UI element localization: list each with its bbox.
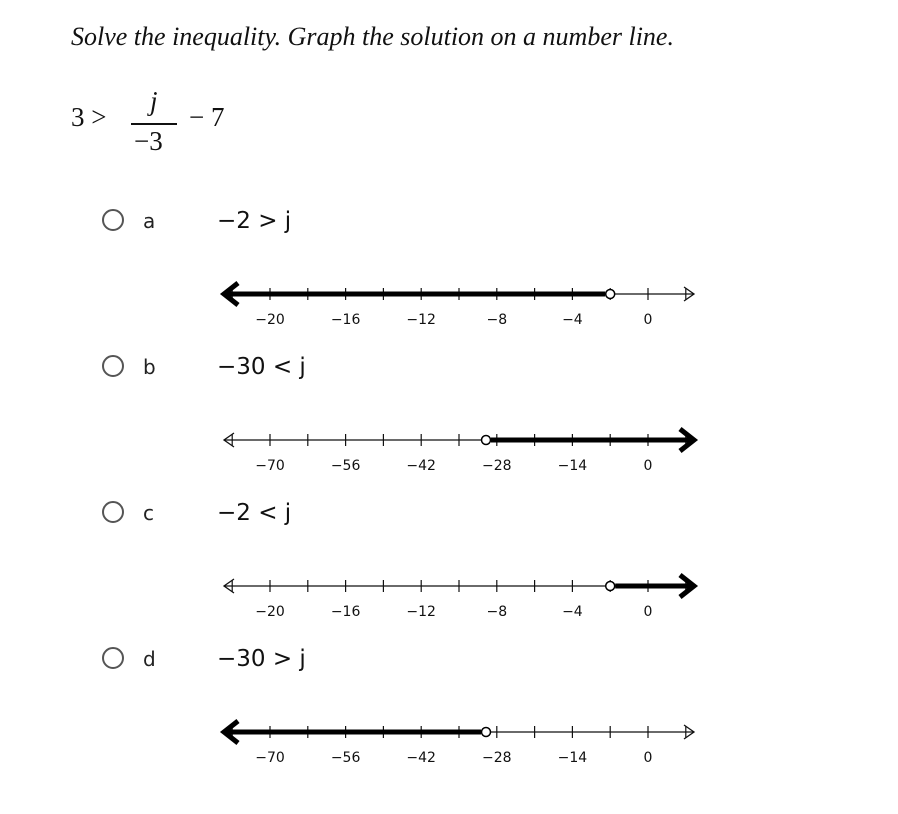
tick-label: −42 — [406, 458, 436, 474]
tick-label: −20 — [255, 604, 285, 620]
tick-label: −16 — [330, 312, 361, 328]
equation-rhs: − 7 — [189, 102, 225, 132]
tick-label: −28 — [482, 750, 512, 766]
answer-option-a[interactable] — [0, 209, 898, 355]
tick-label: −56 — [330, 458, 361, 474]
boundary-point — [606, 582, 615, 591]
fraction-bar — [131, 123, 177, 125]
radio-button[interactable] — [102, 209, 124, 231]
number-line — [210, 407, 710, 477]
equation-denominator: −3 — [134, 126, 163, 156]
radio-button[interactable] — [102, 355, 124, 377]
tick-label: 0 — [643, 312, 653, 328]
option-letter: c — [143, 501, 154, 525]
tick-label: −4 — [562, 312, 583, 328]
tick-label: −8 — [486, 604, 508, 620]
option-inequality: −2 < j — [217, 500, 292, 526]
number-line — [210, 553, 710, 623]
option-letter: a — [143, 209, 156, 233]
tick-label: −14 — [557, 750, 588, 766]
answer-option-d[interactable] — [0, 647, 898, 793]
option-inequality: −2 > j — [217, 208, 292, 234]
equation — [71, 86, 271, 158]
answer-option-b[interactable] — [0, 355, 898, 501]
tick-label: −70 — [255, 750, 285, 766]
tick-label: −12 — [406, 604, 436, 620]
answer-option-c[interactable] — [0, 501, 898, 647]
tick-label: 0 — [643, 750, 653, 766]
tick-label: −8 — [486, 312, 508, 328]
number-line — [210, 699, 710, 769]
tick-label: 0 — [643, 604, 653, 620]
equation-lhs: 3 > — [71, 102, 107, 132]
option-letter: d — [143, 647, 156, 671]
tick-label: −56 — [330, 750, 361, 766]
option-inequality: −30 > j — [217, 646, 306, 672]
option-letter: b — [143, 355, 156, 379]
option-inequality: −30 < j — [217, 354, 306, 380]
radio-button[interactable] — [102, 501, 124, 523]
tick-label: −12 — [406, 312, 436, 328]
boundary-point — [482, 436, 491, 445]
question-text: Solve the inequality. Graph the solution on a number line. — [71, 22, 674, 51]
tick-label: −70 — [255, 458, 285, 474]
tick-label: −42 — [406, 750, 436, 766]
equation-numerator: j — [150, 86, 158, 116]
tick-label: 0 — [643, 458, 653, 474]
boundary-point — [606, 290, 615, 299]
boundary-point — [482, 728, 491, 737]
tick-label: −20 — [255, 312, 285, 328]
tick-label: −14 — [557, 458, 588, 474]
number-line — [210, 261, 710, 331]
tick-label: −28 — [482, 458, 512, 474]
tick-label: −16 — [330, 604, 361, 620]
radio-button[interactable] — [102, 647, 124, 669]
tick-label: −4 — [562, 604, 583, 620]
